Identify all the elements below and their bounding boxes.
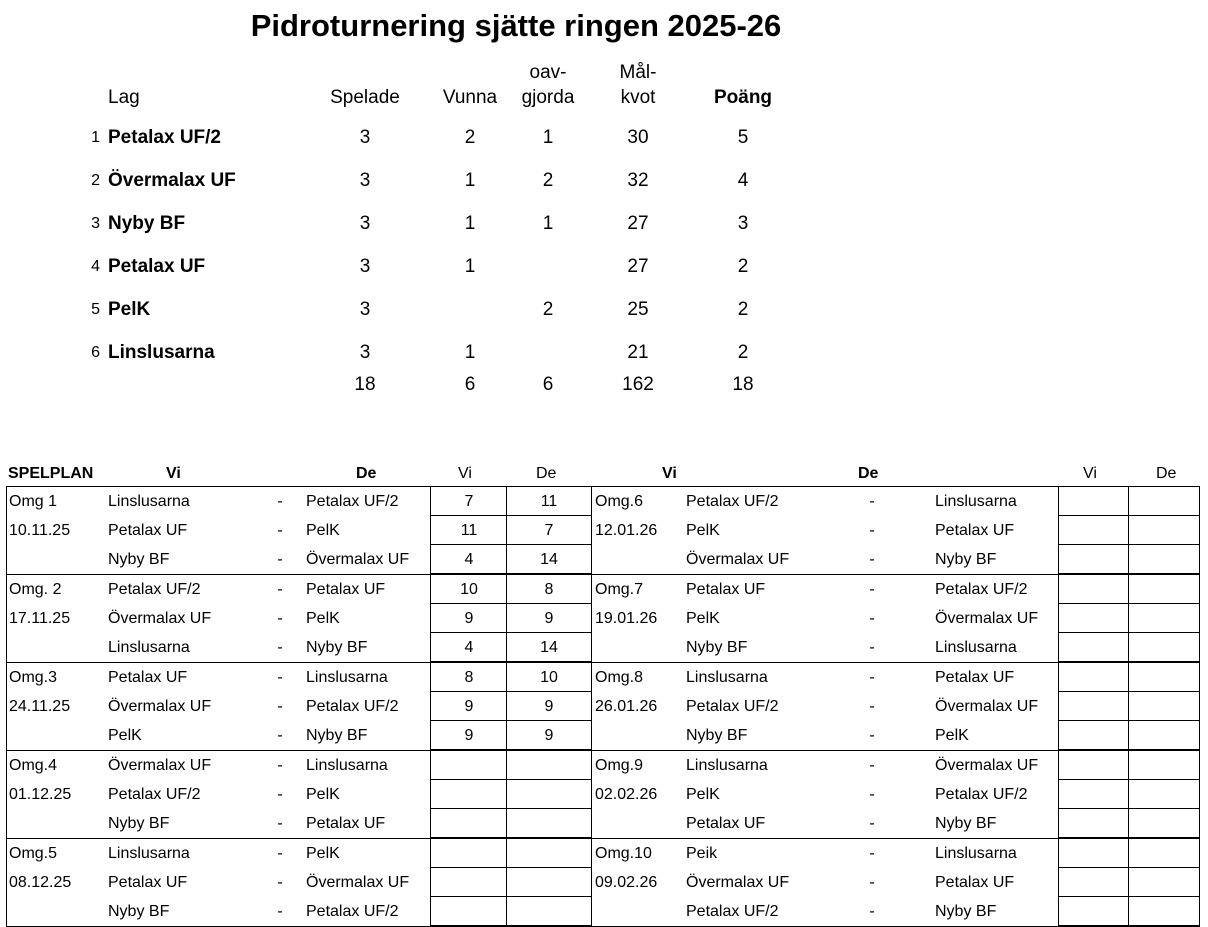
versus-dash: - (277, 493, 283, 510)
home-team: Petalax UF/2 (686, 903, 779, 920)
poang-value: 3 (737, 213, 749, 234)
de-score-cell[interactable] (1128, 692, 1199, 721)
de-score-cell[interactable] (1128, 897, 1199, 926)
match-row (7, 809, 1199, 838)
away-team: Övermalax UF (306, 551, 410, 568)
home-team: PelK (686, 786, 720, 803)
round-label: Omg. 2 (9, 581, 62, 598)
home-team: Petalax UF (686, 815, 766, 832)
spelade-value: 3 (359, 127, 371, 148)
oavgjorda-value: 2 (542, 299, 554, 320)
team-name: PelK (108, 299, 151, 320)
malkvot-value: 25 (627, 299, 649, 320)
spelade-value: 3 (359, 256, 371, 277)
oavgjorda-value: 1 (542, 213, 554, 234)
match-row (7, 897, 1199, 926)
home-team: Nyby BF (108, 551, 170, 568)
spelade-value: 3 (359, 213, 371, 234)
vi-score-cell[interactable] (1058, 868, 1129, 897)
team-name: Nyby BF (108, 213, 186, 234)
schedule-header-vi-score: Vi (458, 465, 472, 482)
oavgjorda-value: 2 (542, 170, 554, 191)
vi-score-cell[interactable] (430, 809, 507, 838)
round-date: 01.12.25 (9, 786, 72, 803)
vi-score-cell[interactable] (430, 751, 507, 780)
away-team: PelK (306, 786, 340, 803)
vi-score-cell[interactable] (1058, 663, 1129, 692)
versus-dash: - (869, 551, 875, 568)
vi-score-cell[interactable]: 9 (430, 721, 507, 750)
versus-dash: - (277, 522, 283, 539)
versus-dash: - (869, 845, 875, 862)
malkvot-value: 21 (627, 342, 649, 363)
home-team: PelK (686, 522, 720, 539)
home-team: Nyby BF (108, 903, 170, 920)
versus-dash: - (869, 757, 875, 774)
away-team: Petalax UF (306, 815, 386, 832)
round-label: Omg.8 (595, 669, 644, 686)
de-score-cell[interactable]: 11 (506, 487, 592, 516)
de-score-cell[interactable]: 7 (506, 516, 592, 545)
home-team: Petalax UF/2 (686, 493, 779, 510)
versus-dash: - (277, 903, 283, 920)
vi-score-cell[interactable] (430, 868, 507, 897)
away-team: Linslusarna (306, 669, 388, 686)
match-row (7, 575, 1199, 604)
page-title: Pidroturnering sjätte ringen 2025-26 (250, 8, 782, 43)
team-rank: 4 (91, 258, 100, 275)
total-malkvot: 162 (622, 374, 654, 395)
de-score-cell[interactable] (1128, 839, 1199, 868)
de-score-cell[interactable] (1128, 545, 1199, 574)
home-team: Övermalax UF (108, 610, 212, 627)
vi-score-cell[interactable] (430, 839, 507, 868)
round-date: 12.01.26 (595, 522, 658, 539)
away-team: Övermalax UF (306, 874, 410, 891)
team-rank: 5 (91, 301, 100, 318)
home-team: Petalax UF/2 (108, 581, 201, 598)
away-team: Övermalax UF (935, 698, 1039, 715)
spelade-value: 3 (359, 170, 371, 191)
away-team: PelK (306, 845, 340, 862)
away-team: Petalax UF/2 (306, 493, 399, 510)
de-score-cell[interactable]: 9 (506, 692, 592, 721)
round-block (7, 838, 1199, 926)
schedule-header-vi-score-right: Vi (1083, 465, 1097, 482)
vi-score-cell[interactable] (1058, 780, 1129, 809)
round-block (7, 574, 1199, 662)
versus-dash: - (869, 727, 875, 744)
vi-score-cell[interactable] (430, 897, 507, 926)
away-team: Petalax UF (306, 581, 386, 598)
home-team: PelK (108, 727, 142, 744)
vi-score-cell[interactable] (1058, 604, 1129, 633)
versus-dash: - (277, 786, 283, 803)
team-name: Petalax UF/2 (108, 127, 221, 148)
vi-score-cell[interactable] (430, 780, 507, 809)
away-team: Petalax UF (935, 874, 1015, 891)
team-rank: 1 (91, 129, 100, 146)
vi-score-cell[interactable] (1058, 809, 1129, 838)
round-label: Omg.9 (595, 757, 644, 774)
de-score-cell[interactable]: 14 (506, 545, 592, 574)
de-score-cell[interactable]: 8 (506, 575, 592, 604)
schedule-header-spelplan: SPELPLAN (8, 465, 94, 482)
schedule-grid (6, 486, 1200, 927)
away-team: Övermalax UF (935, 757, 1039, 774)
vi-score-cell[interactable]: 9 (430, 692, 507, 721)
poang-value: 2 (737, 256, 749, 277)
de-score-cell[interactable] (1128, 633, 1199, 662)
versus-dash: - (277, 845, 283, 862)
standings-row (0, 290, 900, 330)
versus-dash: - (869, 493, 875, 510)
header-spelade: Spelade (330, 87, 400, 108)
away-team: Petalax UF (935, 669, 1015, 686)
home-team: Övermalax UF (686, 551, 790, 568)
schedule-header-de-score-right: De (1156, 465, 1177, 482)
spelade-value: 3 (359, 299, 371, 320)
round-date: 24.11.25 (9, 698, 71, 715)
de-score-cell[interactable] (506, 751, 592, 780)
round-label: Omg 1 (9, 493, 58, 510)
match-row (7, 663, 1199, 692)
round-date: 02.02.26 (595, 786, 658, 803)
poang-value: 2 (737, 299, 749, 320)
standings-row (0, 118, 900, 158)
vunna-value: 1 (464, 256, 476, 277)
vunna-value: 1 (464, 213, 476, 234)
round-date: 19.01.26 (595, 610, 658, 627)
schedule-header-de-right: De (858, 465, 879, 482)
home-team: Linslusarna (108, 845, 190, 862)
round-label: Omg.5 (9, 845, 58, 862)
versus-dash: - (277, 757, 283, 774)
poang-value: 4 (737, 170, 749, 191)
poang-value: 2 (737, 342, 749, 363)
de-score-cell[interactable] (1128, 604, 1199, 633)
oavgjorda-value: 1 (542, 127, 554, 148)
standings-row (0, 204, 900, 244)
home-team: Petalax UF/2 (686, 698, 779, 715)
vi-score-cell[interactable]: 10 (430, 575, 507, 604)
home-team: Linslusarna (686, 669, 768, 686)
vi-score-cell[interactable]: 9 (430, 604, 507, 633)
de-score-cell[interactable] (506, 868, 592, 897)
team-name: Linslusarna (108, 342, 215, 363)
match-row (7, 516, 1199, 545)
malkvot-value: 30 (627, 127, 649, 148)
header-vunna: Vunna (442, 87, 498, 108)
home-team: Övermalax UF (108, 698, 212, 715)
round-label: Omg.6 (595, 493, 644, 510)
vunna-value: 2 (464, 127, 476, 148)
vi-score-cell[interactable] (1058, 721, 1129, 750)
home-team: Nyby BF (108, 815, 170, 832)
total-vunna: 6 (464, 374, 476, 395)
schedule-header-de-score: De (536, 465, 557, 482)
home-team: Nyby BF (686, 639, 748, 656)
vi-score-cell[interactable]: 4 (430, 633, 507, 662)
total-spelade: 18 (354, 374, 376, 395)
vi-score-cell[interactable] (1058, 751, 1129, 780)
versus-dash: - (869, 669, 875, 686)
vi-score-cell[interactable] (1058, 545, 1129, 574)
schedule-header-vi-right: Vi (662, 465, 677, 482)
standings-row (0, 161, 900, 201)
round-block (7, 662, 1199, 750)
home-team: Petalax UF (686, 581, 766, 598)
de-score-cell[interactable] (1128, 516, 1199, 545)
de-score-cell[interactable] (1128, 663, 1199, 692)
away-team: Linslusarna (935, 639, 1017, 656)
home-team: Linslusarna (686, 757, 768, 774)
match-row (7, 633, 1199, 662)
away-team: Nyby BF (935, 551, 997, 568)
vunna-value: 1 (464, 342, 476, 363)
versus-dash: - (277, 815, 283, 832)
spelade-value: 3 (359, 342, 371, 363)
round-label: Omg.7 (595, 581, 644, 598)
team-rank: 2 (91, 172, 100, 189)
vi-score-cell[interactable] (1058, 575, 1129, 604)
away-team: Nyby BF (935, 903, 997, 920)
de-score-cell[interactable] (1128, 868, 1199, 897)
home-team: Nyby BF (686, 727, 748, 744)
schedule-header-de: De (356, 465, 377, 482)
match-row (7, 692, 1199, 721)
de-score-cell[interactable] (506, 897, 592, 926)
de-score-cell[interactable] (1128, 575, 1199, 604)
round-date: 17.11.25 (9, 610, 71, 627)
de-score-cell[interactable] (1128, 780, 1199, 809)
de-score-cell[interactable] (506, 839, 592, 868)
match-row (7, 839, 1199, 868)
versus-dash: - (277, 610, 283, 627)
round-label: Omg.4 (9, 757, 58, 774)
away-team: Petalax UF/2 (306, 698, 399, 715)
vi-score-cell[interactable]: 7 (430, 487, 507, 516)
match-row (7, 780, 1199, 809)
round-block (7, 750, 1199, 838)
versus-dash: - (869, 610, 875, 627)
round-date: 08.12.25 (9, 874, 72, 891)
team-rank: 6 (91, 344, 100, 361)
round-label: Omg.3 (9, 669, 58, 686)
de-score-cell[interactable] (1128, 721, 1199, 750)
away-team: Petalax UF/2 (935, 786, 1028, 803)
away-team: PelK (935, 727, 969, 744)
versus-dash: - (277, 581, 283, 598)
match-row (7, 751, 1199, 780)
versus-dash: - (277, 698, 283, 715)
match-row (7, 868, 1199, 897)
home-team: Petalax UF/2 (108, 786, 201, 803)
versus-dash: - (869, 786, 875, 803)
away-team: PelK (306, 610, 340, 627)
malkvot-value: 27 (627, 213, 649, 234)
away-team: Petalax UF/2 (935, 581, 1028, 598)
de-score-cell[interactable] (506, 809, 592, 838)
de-score-cell[interactable]: 10 (506, 663, 592, 692)
standings-row (0, 247, 900, 287)
away-team: Linslusarna (935, 845, 1017, 862)
de-score-cell[interactable] (1128, 809, 1199, 838)
round-block (7, 486, 1199, 574)
vi-score-cell[interactable] (1058, 839, 1129, 868)
away-team: Nyby BF (306, 727, 368, 744)
away-team: Nyby BF (935, 815, 997, 832)
vi-score-cell[interactable] (1058, 692, 1129, 721)
standings-totals-row (0, 365, 900, 405)
match-row (7, 604, 1199, 633)
header-malkvot: Mål- kvot (619, 62, 657, 108)
versus-dash: - (869, 639, 875, 656)
de-score-cell[interactable] (1128, 751, 1199, 780)
versus-dash: - (869, 874, 875, 891)
vi-score-cell[interactable]: 11 (430, 516, 507, 545)
away-team: Linslusarna (306, 757, 388, 774)
de-score-cell[interactable] (506, 780, 592, 809)
vi-score-cell[interactable]: 4 (430, 545, 507, 574)
de-score-cell[interactable]: 9 (506, 721, 592, 750)
vi-score-cell[interactable]: 8 (430, 663, 507, 692)
versus-dash: - (277, 551, 283, 568)
malkvot-value: 32 (627, 170, 649, 191)
home-team: Petalax UF (108, 874, 188, 891)
versus-dash: - (277, 669, 283, 686)
de-score-cell[interactable] (1128, 487, 1199, 516)
away-team: Övermalax UF (935, 610, 1039, 627)
round-date: 09.02.26 (595, 874, 658, 891)
vunna-value: 1 (464, 170, 476, 191)
versus-dash: - (869, 698, 875, 715)
total-oavgjorda: 6 (542, 374, 554, 395)
versus-dash: - (869, 522, 875, 539)
home-team: Peik (686, 845, 718, 862)
away-team: Petalax UF/2 (306, 903, 399, 920)
versus-dash: - (869, 903, 875, 920)
team-name: Petalax UF (108, 256, 206, 277)
home-team: Linslusarna (108, 639, 190, 656)
header-lag: Lag (108, 87, 140, 108)
malkvot-value: 27 (627, 256, 649, 277)
poang-value: 5 (737, 127, 749, 148)
header-oavgjorda: oav- gjorda (521, 62, 575, 108)
home-team: Övermalax UF (686, 874, 790, 891)
round-label: Omg.10 (595, 845, 652, 862)
match-row (7, 721, 1199, 750)
home-team: Linslusarna (108, 493, 190, 510)
team-rank: 3 (91, 215, 100, 232)
schedule-header-vi: Vi (166, 465, 181, 482)
home-team: Petalax UF (108, 669, 188, 686)
away-team: Petalax UF (935, 522, 1015, 539)
match-row (7, 545, 1199, 574)
away-team: PelK (306, 522, 340, 539)
away-team: Nyby BF (306, 639, 368, 656)
round-date: 26.01.26 (595, 698, 658, 715)
home-team: Petalax UF (108, 522, 188, 539)
vi-score-cell[interactable] (1058, 516, 1129, 545)
de-score-cell[interactable]: 14 (506, 633, 592, 662)
round-date: 10.11.25 (9, 522, 71, 539)
versus-dash: - (277, 874, 283, 891)
vi-score-cell[interactable] (1058, 633, 1129, 662)
home-team: PelK (686, 610, 720, 627)
header-poang: Poäng (713, 87, 773, 108)
versus-dash: - (869, 581, 875, 598)
home-team: Övermalax UF (108, 757, 212, 774)
vi-score-cell[interactable] (1058, 897, 1129, 926)
versus-dash: - (277, 639, 283, 656)
team-name: Övermalax UF (108, 170, 236, 191)
total-poang: 18 (732, 374, 754, 395)
de-score-cell[interactable]: 9 (506, 604, 592, 633)
match-row (7, 487, 1199, 516)
away-team: Linslusarna (935, 493, 1017, 510)
versus-dash: - (869, 815, 875, 832)
versus-dash: - (277, 727, 283, 744)
vi-score-cell[interactable] (1058, 487, 1129, 516)
